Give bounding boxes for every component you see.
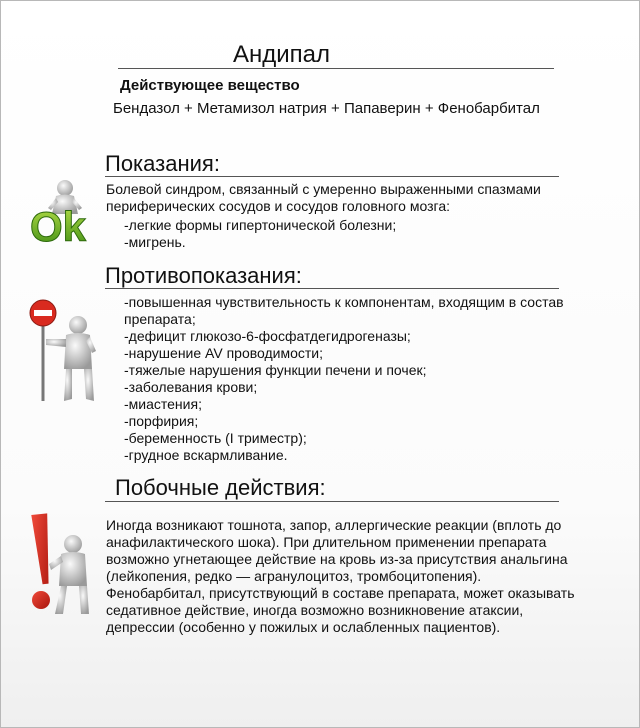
contraindications-heading: Противопоказания:	[105, 263, 302, 288]
ok-figure-icon	[26, 174, 103, 250]
side-effects-heading: Побочные действия:	[115, 475, 326, 500]
contraindications-item: -беременность (I триместр);	[124, 430, 307, 446]
stop-sign-figure-icon	[26, 295, 103, 405]
indications-item: -мигрень.	[124, 234, 186, 250]
indications-text: Болевой синдром, связанный с умеренно выраженными спазмами периферических сосудов и сосудов головного мозга:	[106, 181, 541, 214]
indications-list	[124, 217, 396, 251]
contraindications-list	[124, 294, 574, 464]
active-ingredient-value: Бендазол + Метамизол натрия + Папаверин + Фенобарбитал	[113, 100, 540, 117]
contraindications-item: -порфирия;	[124, 413, 199, 429]
contraindications-item: -дефицит глюкозо-6-фосфатдегидрогеназы;	[124, 328, 411, 344]
exclamation-figure-icon	[5, 510, 99, 620]
side-effects-text: Иногда возникают тошнота, запор, аллергические реакции (вплоть до анафилактического шока). При длительном применении препарата возможно угнетающее действие на кровь из-за присутствия анальгина (лейкопения, редко — агранулоцитоз, тромбоцитопения). Фенобарбитал, присутствующий в составе препарата, может оказывать седативное действие, иногда возможно возникновение атаксии, депрессии (особенно у пожилых и ослабленных пациентов).	[106, 517, 575, 635]
contraindications-item: -заболевания крови;	[124, 379, 258, 395]
indications-divider	[105, 176, 559, 177]
side-effects-divider	[105, 501, 559, 502]
title-divider	[118, 68, 554, 69]
contraindications-divider	[105, 288, 559, 289]
contraindications-item: -тяжелые нарушения функции печени и почек;	[124, 362, 427, 378]
document-title: Андипал	[233, 41, 331, 68]
indications-item: -легкие формы гипертонической болезни;	[124, 217, 397, 233]
ok-icon-text: Ok	[30, 203, 87, 250]
contraindications-item: -повышенная чувствительность к компонентам, входящим в состав препарата;	[124, 294, 564, 327]
contraindications-item: -грудное вскармливание.	[124, 447, 288, 463]
contraindications-item: -нарушение AV проводимости;	[124, 345, 324, 361]
active-ingredient-label: Действующее вещество	[120, 77, 300, 94]
contraindications-item: -миастения;	[124, 396, 202, 412]
indications-heading: Показания:	[105, 151, 220, 176]
